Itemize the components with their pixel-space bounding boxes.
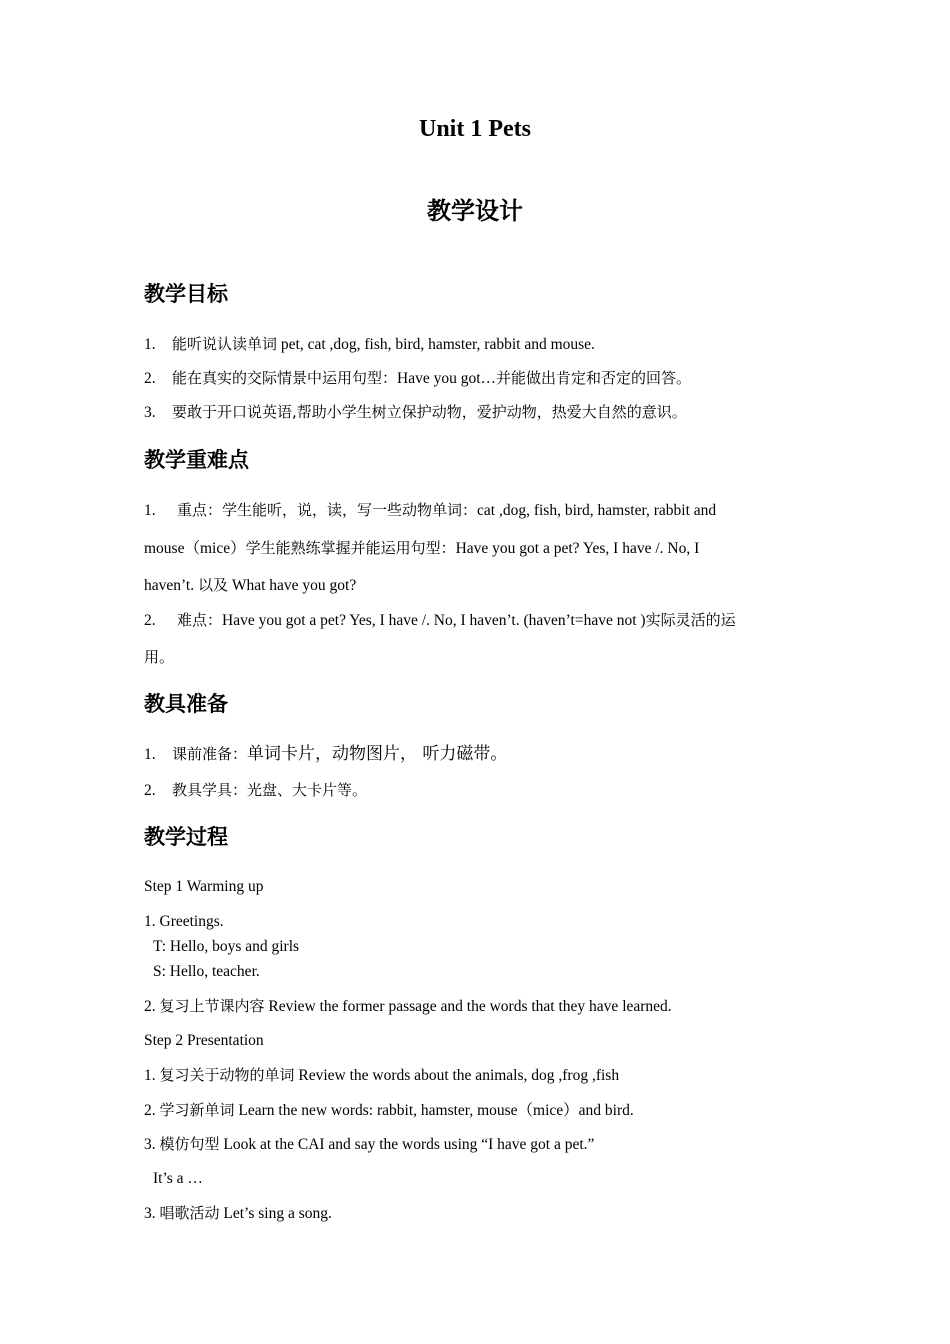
section-heading-process: 教学过程 xyxy=(144,825,228,849)
step-2-item-3: 3. 模仿句型 Look at the CAI and say the words using “I have got a pet.” xyxy=(144,1135,595,1153)
step-1-review: 2. 复习上节课内容 Review the former passage and the words that they have learned. xyxy=(144,997,672,1015)
step-2-item-3-continuation: It’s a … xyxy=(153,1170,203,1187)
section-heading-key-points: 教学重难点 xyxy=(144,448,249,472)
objective-item-1: 1. 能听说认读单词 pet, cat ,dog, fish, bird, hamster, rabbit and mouse. xyxy=(144,335,595,353)
step-1-greetings: 1. Greetings. xyxy=(144,913,224,930)
step-2-item-4: 3. 唱歌活动 Let’s sing a song. xyxy=(144,1204,332,1222)
list-number: 3. xyxy=(144,404,156,421)
list-number: 2. xyxy=(144,612,156,629)
objective-item-2: 2. 能在真实的交际情景中运用句型：Have you got…并能做出肯定和否定的回答。 xyxy=(144,369,692,387)
list-number: 2. xyxy=(144,782,156,799)
step-1-title: Step 1 Warming up xyxy=(144,878,264,895)
section-heading-objectives: 教学目标 xyxy=(144,282,228,306)
step-1-teacher-line: T: Hello, boys and girls xyxy=(153,938,300,955)
materials-item-2: 2. 教具学具：光盘、大卡片等。 xyxy=(144,781,368,799)
step-2-item-1: 1. 复习关于动物的单词 Review the words about the animals, dog ,frog ,fish xyxy=(144,1066,620,1084)
section-heading-materials: 教具准备 xyxy=(144,692,228,716)
step-2-item-2: 2. 学习新单词 Learn the new words: rabbit, hamster, mouse（mice）and bird. xyxy=(144,1101,634,1119)
materials-item-1: 1. 课前准备：单词卡片，动物图片， 听力磁带。 xyxy=(144,744,508,764)
list-number: 1. xyxy=(144,746,156,763)
step-2-title: Step 2 Presentation xyxy=(144,1032,264,1049)
list-number: 1. xyxy=(144,502,156,519)
step-1-student-line: S: Hello, teacher. xyxy=(153,963,260,980)
key-point-item-1-line-2: mouse（mice）学生能熟练掌握并能运用句型：Have you got a pet? Yes, I have /. No, I xyxy=(144,539,700,557)
key-point-item-2-line-2: 用。 xyxy=(144,648,175,666)
document-subtitle: 教学设计 xyxy=(427,197,523,225)
key-point-item-1-line-3: haven’t. 以及 What have you got? xyxy=(144,576,357,594)
objective-item-3: 3. 要敢于开口说英语,帮助小学生树立保护动物，爱护动物，热爱大自然的意识。 xyxy=(144,403,687,421)
list-number: 2. xyxy=(144,370,156,387)
list-number: 1. xyxy=(144,336,156,353)
document-title: Unit 1 Pets xyxy=(419,116,531,142)
key-point-item-1-line-1: 1. 重点：学生能听，说，读，写一些动物单词：cat ,dog, fish, bird, hamster, rabbit and xyxy=(144,501,717,519)
key-point-item-2-line-1: 2. 难点：Have you got a pet? Yes, I have /. No, I haven’t. (haven’t=have not )实际灵活的运 xyxy=(144,611,736,629)
